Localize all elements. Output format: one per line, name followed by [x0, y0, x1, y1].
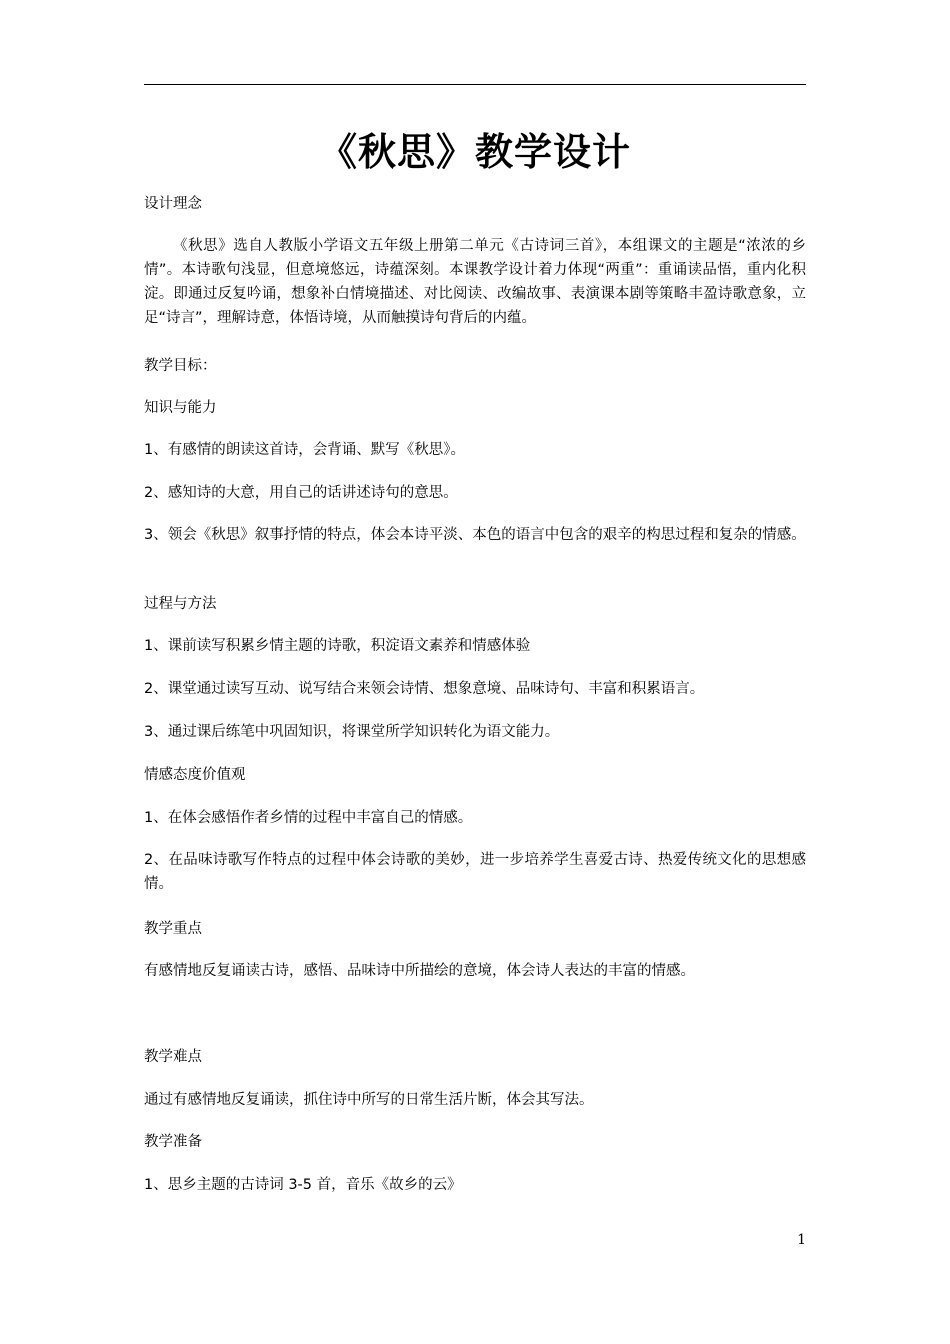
knowledge-item-2: 2、感知诗的大意，用自己的话讲述诗句的意思。	[144, 485, 458, 501]
process-item-2: 2、课堂通过读写互动、说写结合来领会诗情、想象意境、品味诗句、丰富和积累语言。	[144, 681, 705, 697]
page-number: 1	[797, 1232, 806, 1248]
emotion-item-2: 2、在品味诗歌写作特点的过程中体会诗歌的美妙，进一步培养学生喜爱古诗、热爱传统文化的思想感情。	[144, 852, 806, 892]
process-item-1: 1、课前读写积累乡情主题的诗歌，积淀语文素养和情感体验	[144, 638, 531, 654]
section-heading-preparation: 教学准备	[144, 1134, 202, 1150]
knowledge-item-1: 1、有感情的朗读这首诗，会背诵、默写《秋思》。	[144, 442, 465, 458]
subheading-process: 过程与方法	[144, 596, 217, 612]
emotion-item-1: 1、在体会感悟作者乡情的过程中丰富自己的情感。	[144, 810, 473, 826]
section-heading-design-concept: 设计理念	[144, 196, 202, 212]
document-title: 《秋思》教学设计	[318, 130, 631, 174]
key-points-text: 有感情地反复诵读古诗，感悟、品味诗中所描绘的意境，体会诗人表达的丰富的情感。	[144, 963, 695, 979]
subheading-emotion: 情感态度价值观	[144, 767, 246, 783]
subheading-knowledge: 知识与能力	[144, 400, 217, 416]
process-item-3: 3、通过课后练笔中巩固知识，将课堂所学知识转化为语文能力。	[144, 724, 560, 740]
header-rule	[144, 84, 806, 85]
design-concept-paragraph: 《秋思》选自人教版小学语文五年级上册第二单元《古诗词三首》，本组课文的主题是“浓浓的乡情”。本诗歌句浅显，但意境悠远，诗蕴深刻。本课教学设计着力体现“两重”：重诵读品悟，重内化积淀。即通过反复吟诵，想象补白情境描述、对比阅读、改编故事、表演课本剧等策略丰盈诗歌意象，立足“诗言”，理解诗意，体悟诗境，从而触摸诗句背后的内蕴。	[144, 238, 806, 326]
difficulties-text: 通过有感情地反复诵读，抓住诗中所写的日常生活片断，体会其写法。	[144, 1092, 594, 1108]
section-heading-key-points: 教学重点	[144, 921, 202, 937]
preparation-item-1: 1、思乡主题的古诗词 3-5 首，音乐《故乡的云》	[144, 1177, 462, 1193]
section-heading-difficulties: 教学难点	[144, 1049, 202, 1065]
knowledge-item-3: 3、领会《秋思》叙事抒情的特点，体会本诗平淡、本色的语言中包含的艰辛的构思过程和复杂的情感。	[144, 527, 806, 543]
section-heading-goals: 教学目标：	[144, 358, 217, 374]
